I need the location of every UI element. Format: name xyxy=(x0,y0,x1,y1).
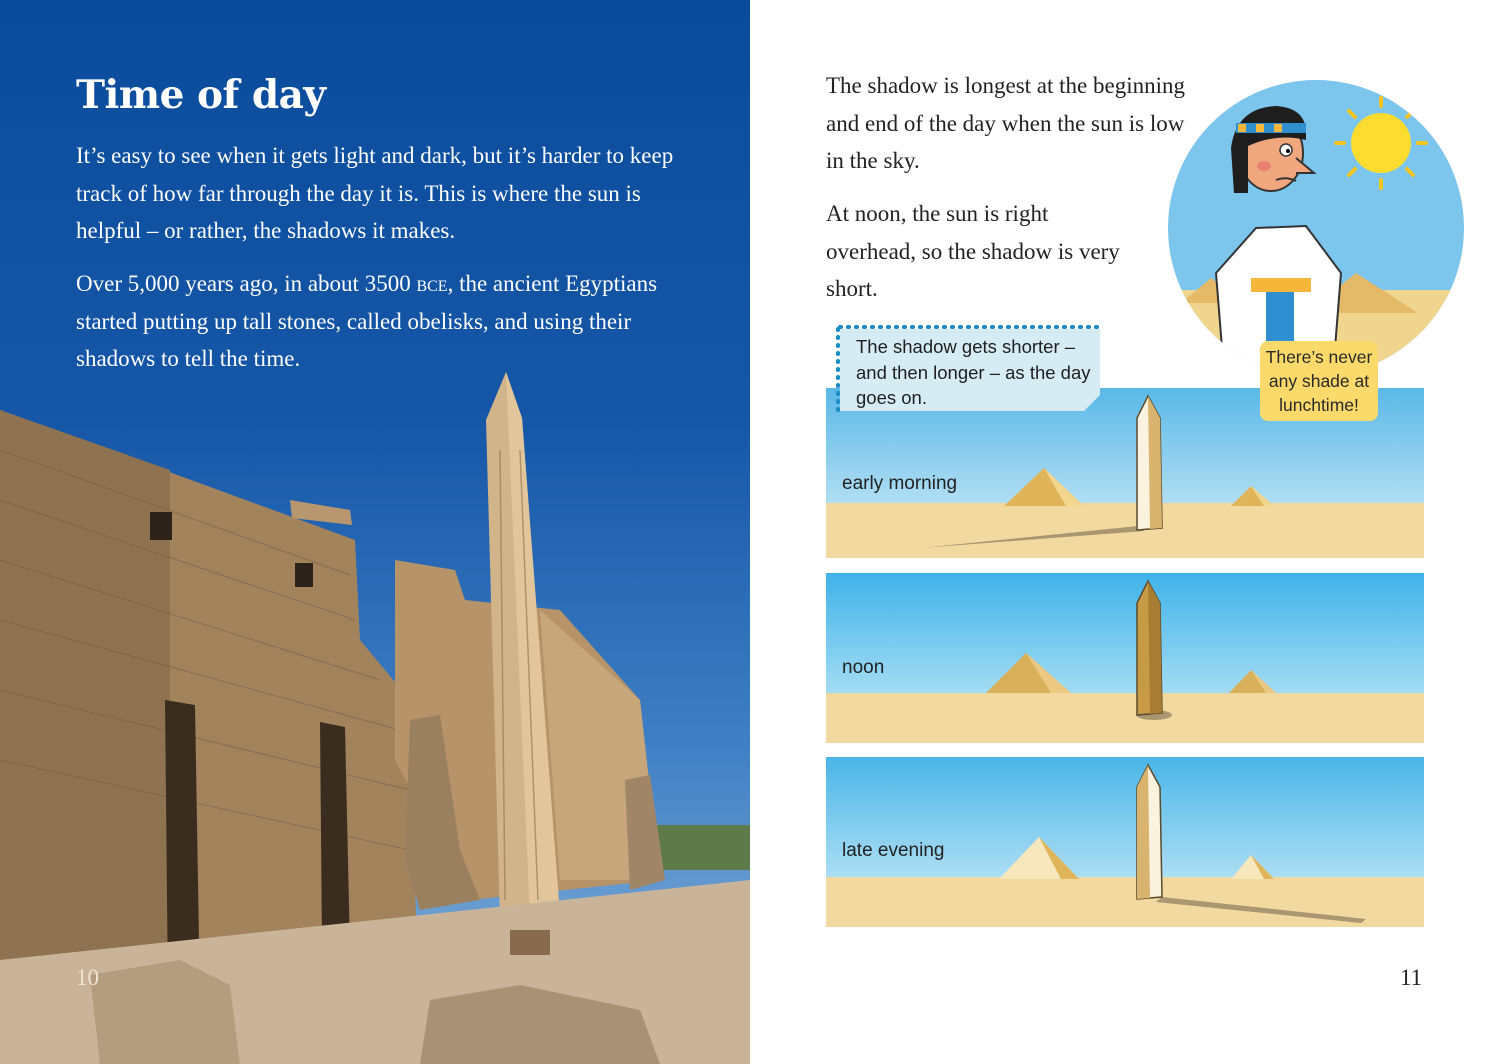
page-number-left: 10 xyxy=(76,965,99,990)
label-late-evening: late evening xyxy=(842,840,945,861)
history-text-start: Over 5,000 years ago, in about 3500 xyxy=(76,271,417,296)
noon-paragraph: At noon, the sun is right overhead, so the shadow is very short. xyxy=(826,201,1120,301)
era-abbreviation: bce xyxy=(416,271,448,296)
right-page xyxy=(750,0,1500,1064)
history-text-end: , the ancient Egyptians started putting up tall stones, called obelisks, and using their shadows to tell the time. xyxy=(76,271,658,371)
page-number-right: 11 xyxy=(1400,965,1423,990)
noon-scene xyxy=(826,573,1424,743)
speech-note: There’s never any shade at lunchtime! xyxy=(1260,341,1378,421)
history-paragraph xyxy=(76,265,686,378)
label-noon: noon xyxy=(842,657,885,678)
intro-paragraph: It’s easy to see when it gets light and dark, but it’s harder to keep track of how far through the day it is. This is where the sun is helpful – or rather, the shadows it makes. xyxy=(76,143,674,243)
label-early-morning: early morning xyxy=(842,473,958,494)
shadow-longest-paragraph: The shadow is longest at the beginning and end of the day when the sun is low in the sky. xyxy=(826,73,1185,173)
page-title: Time of day xyxy=(76,72,326,118)
callout-text: The shadow gets shorter – and then longer – as the day goes on. xyxy=(856,336,1091,408)
panel-noon xyxy=(826,573,1424,743)
panel-late-evening xyxy=(826,757,1424,927)
